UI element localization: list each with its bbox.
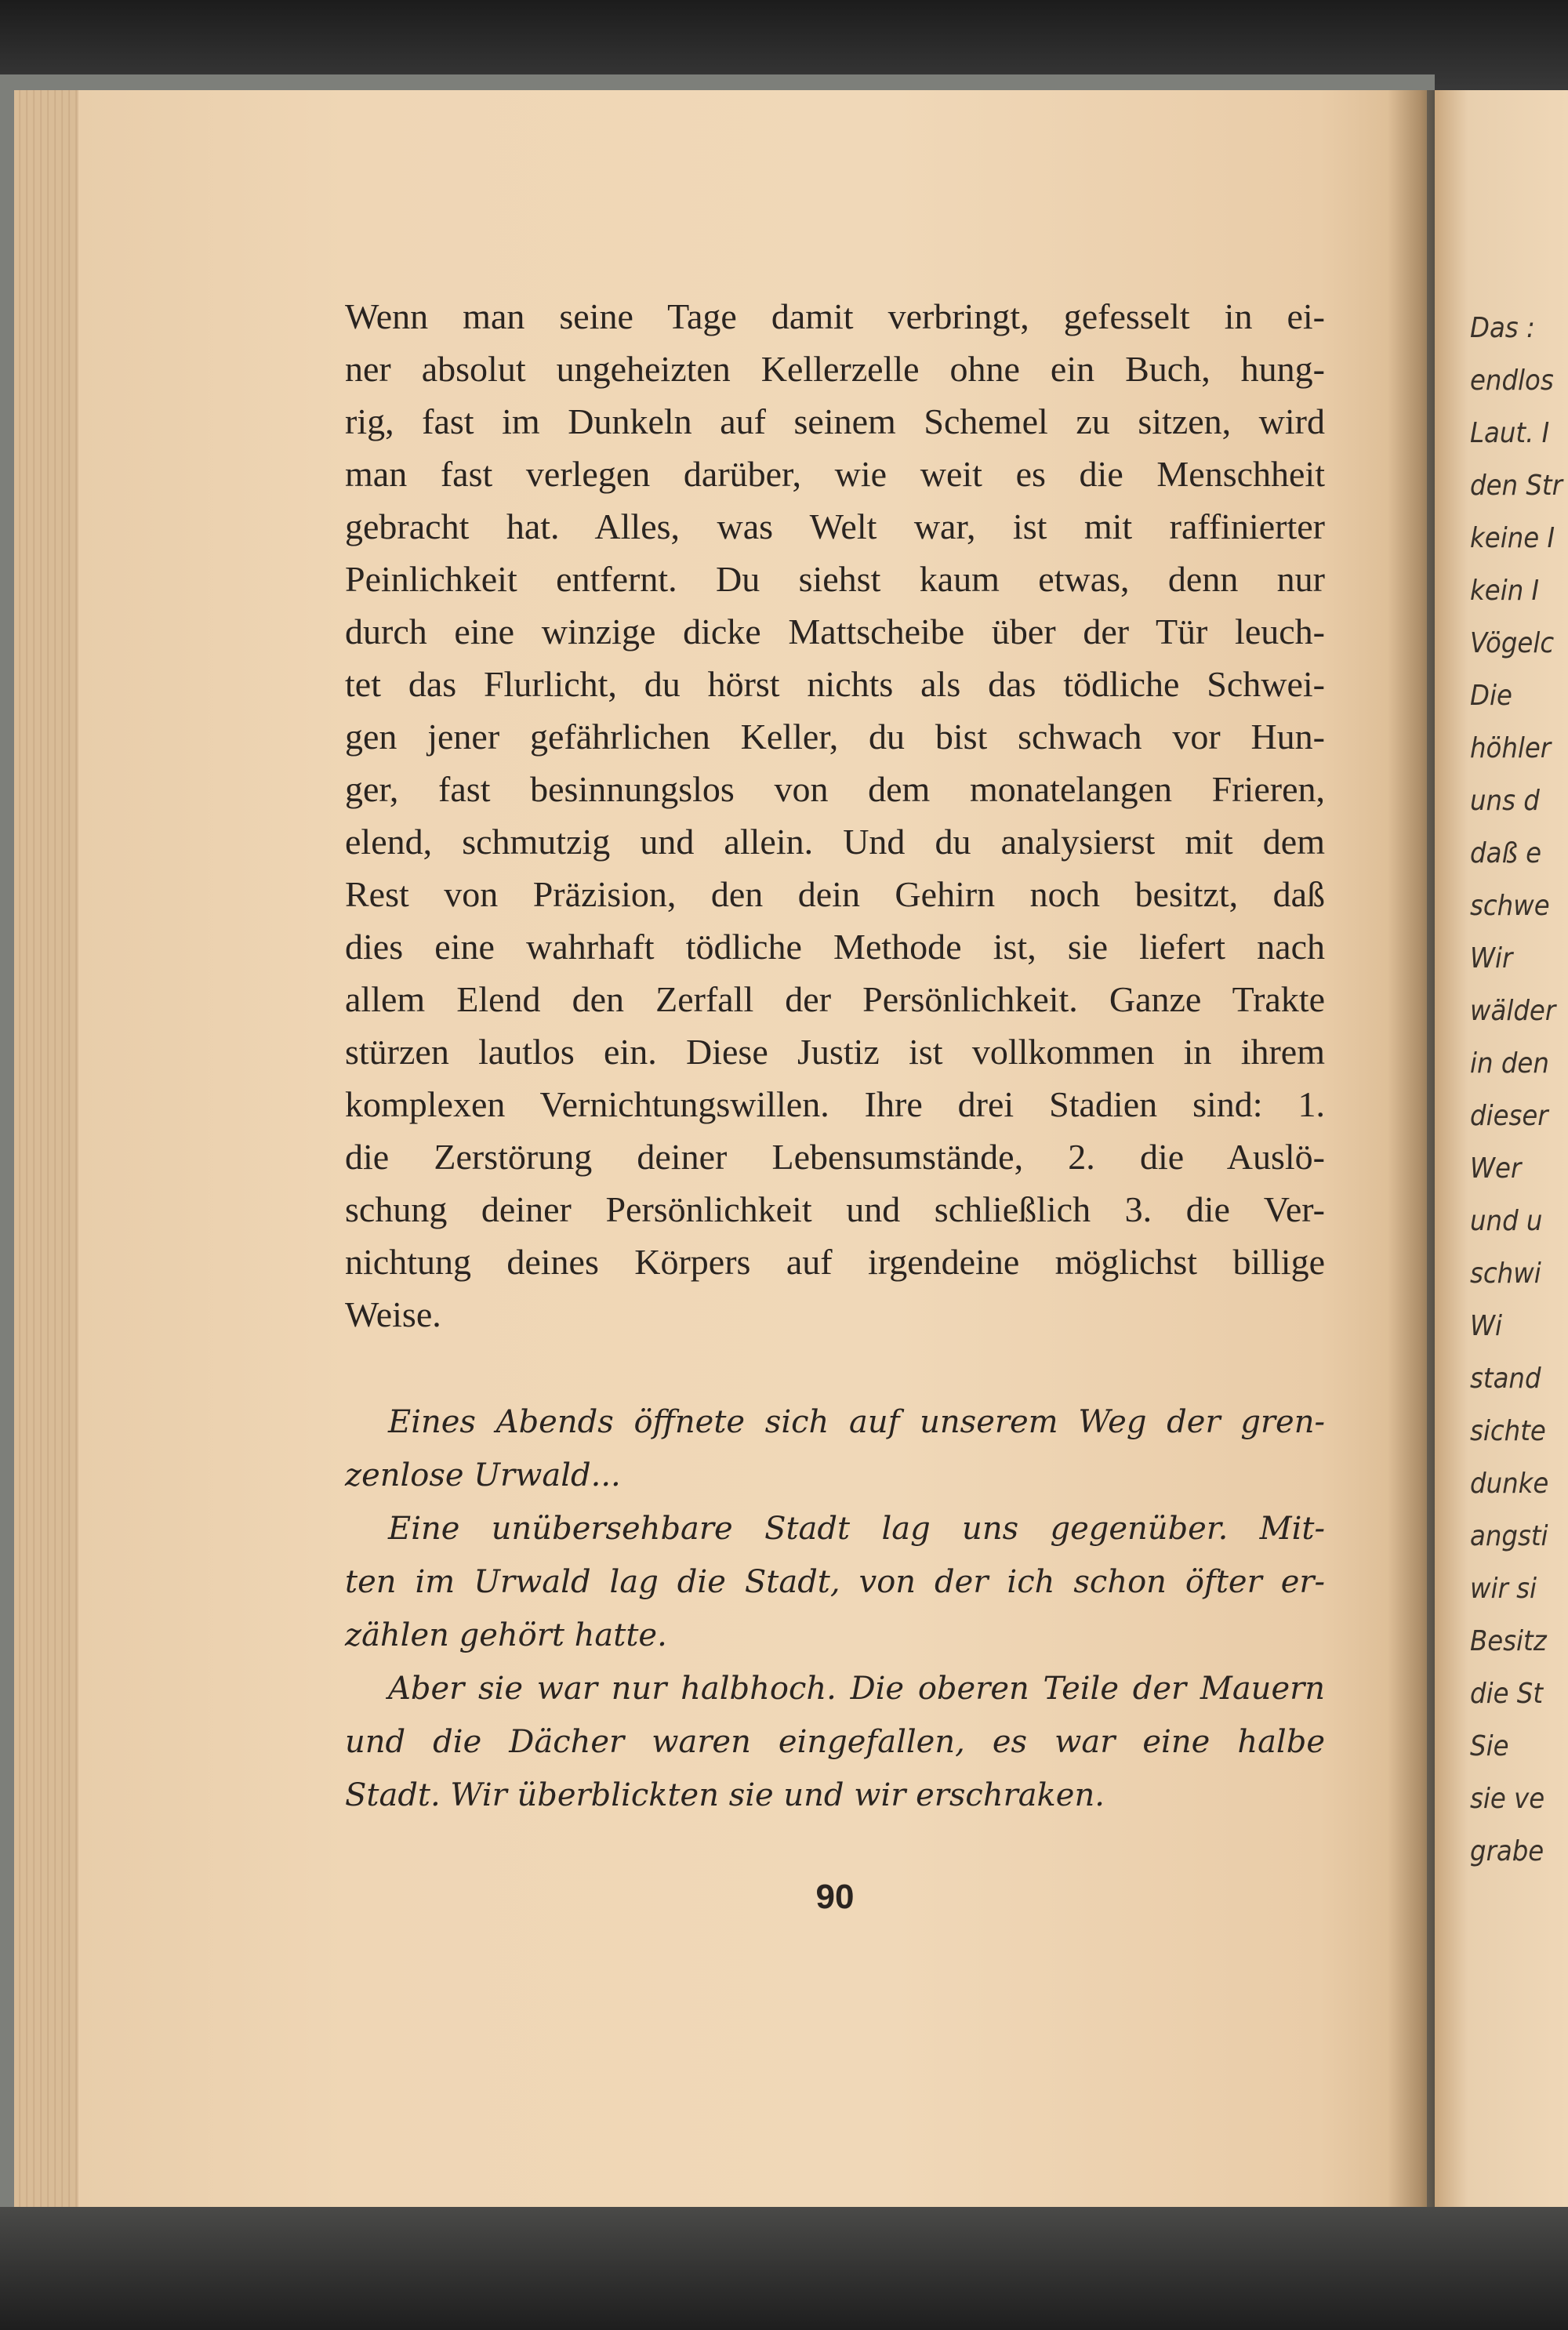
facing-page-text [1470, 302, 1568, 1878]
facing-line: Wi [1470, 1310, 1503, 1342]
facing-line: Wer [1470, 1152, 1522, 1185]
text-line: Peinlichkeit entfernt. Du siehst kaum etwas, denn nur [345, 559, 1325, 599]
text-line: durch eine winzige dicke Mattscheibe über der Tür leuch- [345, 612, 1325, 651]
text-line: Eines Abends öffnete sich auf unserem Weg der gren- [388, 1404, 1325, 1440]
facing-line: die St [1470, 1678, 1544, 1710]
facing-line: daß e [1470, 837, 1542, 869]
text-line: zenlose Urwald... [345, 1457, 621, 1493]
text-line: und die Dächer waren eingefallen, es war eine halbe [345, 1724, 1325, 1760]
facing-line: Die [1470, 680, 1512, 712]
text-line: rig, fast im Dunkeln auf seinem Schemel zu sitzen, wird [345, 401, 1325, 441]
text-line: schung deiner Persönlichkeit und schließlich 3. die Ver- [345, 1189, 1325, 1229]
facing-line: Besitz [1470, 1625, 1547, 1657]
facing-line: wälder [1470, 995, 1556, 1027]
facing-line: Laut. I [1470, 417, 1550, 449]
facing-line: sichte [1470, 1415, 1546, 1447]
text-line: Aber sie war nur halbhoch. Die oberen Teile der Mauern [388, 1671, 1325, 1707]
facing-line: Vögelc [1470, 627, 1555, 659]
facing-line: den Str [1470, 470, 1563, 502]
facing-line: uns d [1470, 785, 1540, 817]
facing-line: und u [1470, 1205, 1543, 1237]
text-line: gebracht hat. Alles, was Welt war, ist mit raffinierter [345, 506, 1325, 546]
italic-paragraph-2 [345, 1502, 1325, 1662]
facing-line: keine I [1470, 522, 1555, 554]
facing-line: Das : [1470, 312, 1535, 344]
main-text-block [345, 290, 1325, 1341]
facing-line: angsti [1470, 1520, 1548, 1552]
text-line: man fast verlegen darüber, wie weit es die Menschheit [345, 454, 1325, 494]
main-paragraph [345, 290, 1325, 1341]
text-line: Rest von Präzision, den dein Gehirn noch besitzt, daß [345, 874, 1325, 914]
italic-text-block [345, 1395, 1325, 1822]
text-line: Wenn man seine Tage damit verbringt, gefesselt in ei- [345, 296, 1325, 336]
facing-line: höhler [1470, 732, 1552, 764]
text-line: dies eine wahrhaft tödliche Methode ist, sie liefert nach [345, 927, 1325, 967]
text-line: ten im Urwald lag die Stadt, von der ich schon öfter er- [345, 1564, 1325, 1600]
facing-line: dunke [1470, 1468, 1549, 1500]
text-line: Stadt. Wir überblickten sie und wir erschraken. [345, 1777, 1105, 1813]
text-line: komplexen Vernichtungswillen. Ihre drei Stadien sind: 1. [345, 1084, 1325, 1124]
facing-line: Sie [1470, 1730, 1509, 1762]
facing-line: in den [1470, 1047, 1549, 1080]
text-line: gen jener gefährlichen Keller, du bist schwach vor Hun- [345, 717, 1325, 757]
facing-line: stand [1470, 1363, 1541, 1395]
text-line: nichtung deines Körpers auf irgendeine möglichst billige [345, 1242, 1325, 1282]
facing-line: schwi [1470, 1258, 1541, 1290]
text-line: zählen gehört hatte. [345, 1617, 667, 1653]
text-line: elend, schmutzig und allein. Und du analysierst mit dem [345, 822, 1325, 862]
text-line: tet das Flurlicht, du hörst nichts als das tödliche Schwei- [345, 664, 1325, 704]
text-line: die Zerstörung deiner Lebensumstände, 2. die Auslö- [345, 1137, 1325, 1177]
italic-paragraph-3 [345, 1662, 1325, 1822]
facing-line: kein I [1470, 575, 1540, 607]
italic-paragraph-1 [345, 1395, 1325, 1502]
text-line: stürzen lautlos ein. Diese Justiz ist vollkommen in ihrem [345, 1032, 1325, 1072]
page-number: 90 [815, 1878, 855, 1916]
text-line: Eine unübersehbare Stadt lag uns gegenüber. Mit- [388, 1511, 1325, 1547]
facing-line: Wir [1470, 942, 1513, 974]
facing-line: dieser [1470, 1100, 1548, 1132]
text-line: ner absolut ungeheizten Kellerzelle ohne ein Buch, hung- [345, 349, 1325, 389]
background-bottom [0, 2207, 1568, 2330]
text-line: ger, fast besinnungslos von dem monatelangen Frieren, [345, 769, 1325, 809]
facing-line: sie ve [1470, 1783, 1545, 1815]
facing-line: schwe [1470, 890, 1550, 922]
text-line: Weise. [345, 1294, 441, 1334]
facing-line: endlos [1470, 365, 1554, 397]
facing-line: wir si [1470, 1573, 1537, 1605]
text-line: allem Elend den Zerfall der Persönlichkeit. Ganze Trakte [345, 979, 1325, 1019]
facing-line: grabe [1470, 1835, 1544, 1867]
